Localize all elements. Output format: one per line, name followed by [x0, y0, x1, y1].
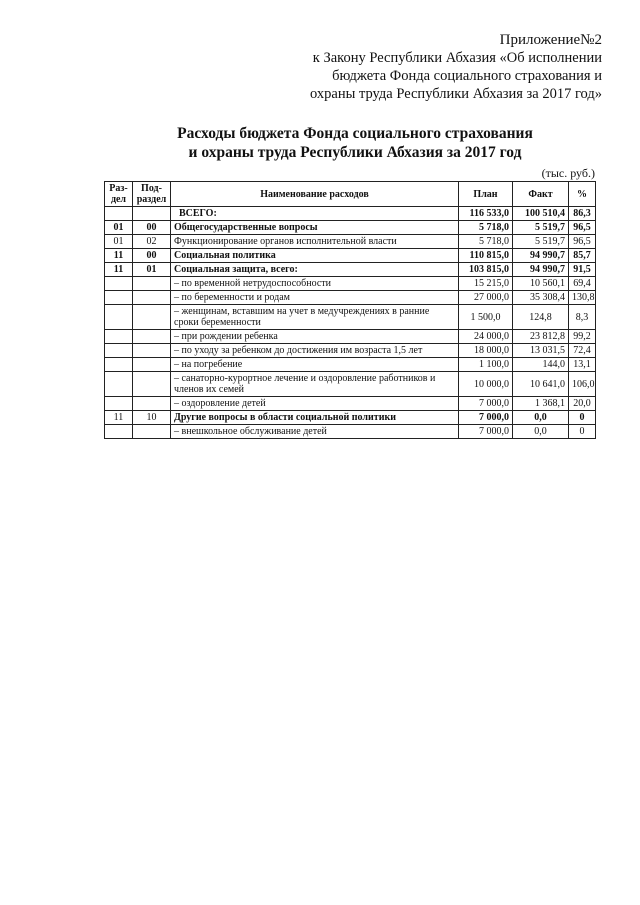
cell-pct: 72,4: [569, 344, 596, 358]
cell-section: 11: [105, 411, 133, 425]
cell-fact: 144,0: [513, 358, 569, 372]
cell-name: Другие вопросы в области социальной политики: [171, 411, 459, 425]
cell-pct: 99,2: [569, 330, 596, 344]
cell-name: – на погребение: [171, 358, 459, 372]
cell-section: 01: [105, 235, 133, 249]
table-row: [105, 425, 596, 439]
cell-section: 11: [105, 263, 133, 277]
cell-plan: 1 500,0: [459, 305, 513, 330]
header-section: Раз- дел: [105, 182, 133, 207]
table-row: [105, 358, 596, 372]
table-row: [105, 330, 596, 344]
title-line-1: Расходы бюджета Фонда социального страхования: [177, 125, 533, 142]
cell-fact: 5 519,7: [513, 221, 569, 235]
title-line-2: и охраны труда Республики Абхазия за 2017 год: [188, 144, 522, 161]
cell-subsection: [133, 344, 171, 358]
table-row: [105, 344, 596, 358]
cell-pct: 85,7: [569, 249, 596, 263]
cell-pct: 96,5: [569, 221, 596, 235]
annex-line-1: Приложение№2: [499, 32, 602, 48]
cell-plan: 7 000,0: [459, 411, 513, 425]
annex-header: [242, 31, 602, 103]
units-label: (тыс. руб.): [541, 166, 595, 180]
cell-plan: 10 000,0: [459, 372, 513, 397]
cell-subsection: [133, 358, 171, 372]
cell-subsection: [133, 397, 171, 411]
cell-name: – по временной нетрудоспособности: [171, 277, 459, 291]
cell-pct: 106,0: [569, 372, 596, 397]
cell-name: Функционирование органов исполнительной власти: [171, 235, 459, 249]
cell-plan: 5 718,0: [459, 221, 513, 235]
table-row: [105, 235, 596, 249]
cell-fact: 100 510,4: [513, 207, 569, 221]
table-row: [105, 277, 596, 291]
cell-name: – по уходу за ребенком до достижения им возраста 1,5 лет: [171, 344, 459, 358]
cell-section: [105, 425, 133, 439]
cell-name: Общегосударственные вопросы: [171, 221, 459, 235]
cell-pct: 0: [569, 425, 596, 439]
header-name: Наименование расходов: [171, 182, 459, 207]
cell-section: [105, 344, 133, 358]
cell-subsection: [133, 330, 171, 344]
cell-fact: 1 368,1: [513, 397, 569, 411]
cell-pct: 96,5: [569, 235, 596, 249]
document-title: [105, 124, 605, 162]
cell-subsection: [133, 425, 171, 439]
cell-subsection: [133, 291, 171, 305]
cell-subsection: 00: [133, 249, 171, 263]
table-row: [105, 263, 596, 277]
cell-subsection: [133, 207, 171, 221]
cell-name: Социальная защита, всего:: [171, 263, 459, 277]
table-row: [105, 305, 596, 330]
cell-subsection: [133, 305, 171, 330]
cell-fact: 0,0: [513, 411, 569, 425]
cell-plan: 116 533,0: [459, 207, 513, 221]
cell-plan: 18 000,0: [459, 344, 513, 358]
cell-subsection: [133, 277, 171, 291]
cell-plan: 103 815,0: [459, 263, 513, 277]
cell-pct: 91,5: [569, 263, 596, 277]
cell-plan: 15 215,0: [459, 277, 513, 291]
cell-name: – при рождении ребенка: [171, 330, 459, 344]
cell-fact: 5 519,7: [513, 235, 569, 249]
cell-pct: 130,8: [569, 291, 596, 305]
cell-name: – женщинам, вставшим на учет в медучреждениях в ранние сроки беременности: [171, 305, 459, 330]
cell-fact: 0,0: [513, 425, 569, 439]
cell-name: – санаторно-курортное лечение и оздоровление работников и членов их семей: [171, 372, 459, 397]
cell-subsection: 02: [133, 235, 171, 249]
cell-pct: 69,4: [569, 277, 596, 291]
annex-line-3: бюджета Фонда социального страхования и: [332, 68, 602, 84]
cell-name: – по беременности и родам: [171, 291, 459, 305]
cell-fact: 13 031,5: [513, 344, 569, 358]
cell-name: – оздоровление детей: [171, 397, 459, 411]
cell-section: [105, 305, 133, 330]
table-row: [105, 221, 596, 235]
cell-plan: 110 815,0: [459, 249, 513, 263]
table-row: [105, 397, 596, 411]
cell-subsection: [133, 372, 171, 397]
cell-fact: 35 308,4: [513, 291, 569, 305]
cell-fact: 94 990,7: [513, 249, 569, 263]
cell-pct: 0: [569, 411, 596, 425]
cell-pct: 86,3: [569, 207, 596, 221]
cell-fact: 94 990,7: [513, 263, 569, 277]
cell-plan: 5 718,0: [459, 235, 513, 249]
cell-pct: 8,3: [569, 305, 596, 330]
cell-section: 01: [105, 221, 133, 235]
cell-pct: 13,1: [569, 358, 596, 372]
cell-plan: 7 000,0: [459, 397, 513, 411]
table-row: [105, 411, 596, 425]
table-row: [105, 207, 596, 221]
cell-plan: 1 100,0: [459, 358, 513, 372]
header-pct: %: [569, 182, 596, 207]
cell-subsection: 00: [133, 221, 171, 235]
cell-name: ВСЕГО:: [171, 207, 459, 221]
cell-fact: 10 560,1: [513, 277, 569, 291]
header-fact: Факт: [513, 182, 569, 207]
cell-section: [105, 277, 133, 291]
table-row: [105, 291, 596, 305]
cell-subsection: 01: [133, 263, 171, 277]
table-header-row: [105, 182, 596, 207]
annex-line-4: охраны труда Республики Абхазия за 2017 год»: [310, 86, 602, 102]
cell-pct: 20,0: [569, 397, 596, 411]
cell-plan: 27 000,0: [459, 291, 513, 305]
cell-fact: 124,8: [513, 305, 569, 330]
cell-section: [105, 330, 133, 344]
cell-fact: 23 812,8: [513, 330, 569, 344]
cell-name: – внешкольное обслуживание детей: [171, 425, 459, 439]
cell-section: [105, 397, 133, 411]
cell-subsection: 10: [133, 411, 171, 425]
cell-fact: 10 641,0: [513, 372, 569, 397]
cell-name: Социальная политика: [171, 249, 459, 263]
cell-section: [105, 207, 133, 221]
annex-line-2: к Закону Республики Абхазия «Об исполнении: [312, 50, 602, 66]
cell-section: [105, 372, 133, 397]
cell-plan: 24 000,0: [459, 330, 513, 344]
table-row: [105, 372, 596, 397]
cell-section: [105, 291, 133, 305]
expense-table: [104, 181, 596, 439]
table-row: [105, 249, 596, 263]
header-subsection: Под- раздел: [133, 182, 171, 207]
cell-section: [105, 358, 133, 372]
header-plan: План: [459, 182, 513, 207]
cell-plan: 7 000,0: [459, 425, 513, 439]
cell-section: 11: [105, 249, 133, 263]
